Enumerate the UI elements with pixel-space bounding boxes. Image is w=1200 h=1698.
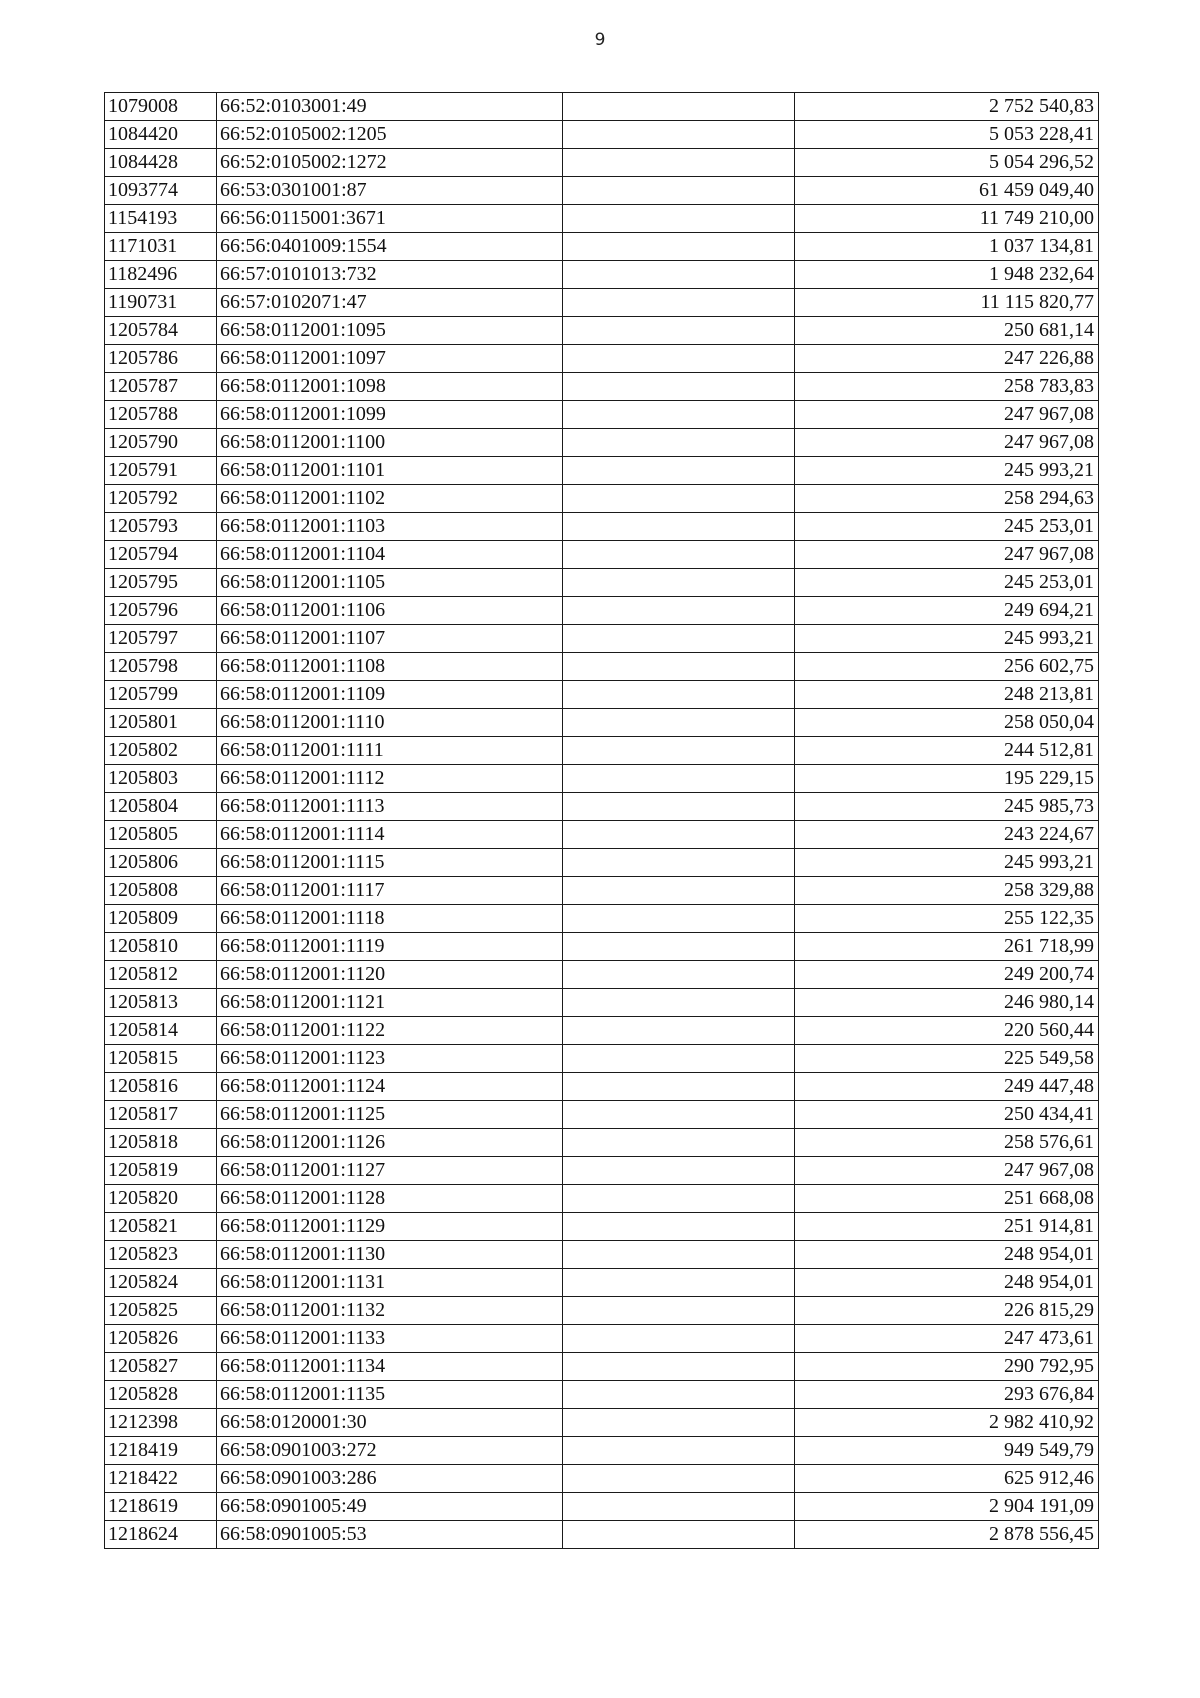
object-id-cell: 1205799 — [105, 681, 217, 709]
table-row — [105, 961, 1099, 989]
object-id-cell: 1205802 — [105, 737, 217, 765]
empty-cell — [563, 1157, 795, 1185]
table-row — [105, 877, 1099, 905]
table-row — [105, 1213, 1099, 1241]
cadastral-number-cell: 66:58:0112001:1113 — [217, 793, 563, 821]
empty-cell — [563, 317, 795, 345]
empty-cell — [563, 765, 795, 793]
cadastral-number-cell: 66:58:0112001:1109 — [217, 681, 563, 709]
cadastral-value-cell: 61 459 049,40 — [795, 177, 1099, 205]
cadastral-number-cell: 66:58:0112001:1129 — [217, 1213, 563, 1241]
empty-cell — [563, 1521, 795, 1549]
cadastral-value-cell: 11 115 820,77 — [795, 289, 1099, 317]
cadastral-number-cell: 66:58:0901003:272 — [217, 1437, 563, 1465]
object-id-cell: 1205813 — [105, 989, 217, 1017]
table-row — [105, 541, 1099, 569]
table-row — [105, 177, 1099, 205]
empty-cell — [563, 261, 795, 289]
table-row — [105, 261, 1099, 289]
object-id-cell: 1205794 — [105, 541, 217, 569]
cadastral-number-cell: 66:57:0102071:47 — [217, 289, 563, 317]
cadastral-value-cell: 246 980,14 — [795, 989, 1099, 1017]
cadastral-number-cell: 66:53:0301001:87 — [217, 177, 563, 205]
cadastral-value-cell: 2 878 556,45 — [795, 1521, 1099, 1549]
cadastral-value-cell: 625 912,46 — [795, 1465, 1099, 1493]
cadastral-number-cell: 66:58:0112001:1095 — [217, 317, 563, 345]
table-row — [105, 709, 1099, 737]
cadastral-value-cell: 247 967,08 — [795, 1157, 1099, 1185]
empty-cell — [563, 177, 795, 205]
empty-cell — [563, 1493, 795, 1521]
table-row — [105, 1129, 1099, 1157]
object-id-cell: 1190731 — [105, 289, 217, 317]
object-id-cell: 1205820 — [105, 1185, 217, 1213]
empty-cell — [563, 1409, 795, 1437]
cadastral-number-cell: 66:58:0901003:286 — [217, 1465, 563, 1493]
empty-cell — [563, 513, 795, 541]
object-id-cell: 1205786 — [105, 345, 217, 373]
empty-cell — [563, 149, 795, 177]
object-id-cell: 1205792 — [105, 485, 217, 513]
table-row — [105, 513, 1099, 541]
table-row — [105, 1017, 1099, 1045]
table-row — [105, 1381, 1099, 1409]
empty-cell — [563, 1437, 795, 1465]
object-id-cell: 1205824 — [105, 1269, 217, 1297]
object-id-cell: 1205793 — [105, 513, 217, 541]
object-id-cell: 1205825 — [105, 1297, 217, 1325]
empty-cell — [563, 93, 795, 121]
cadastral-number-cell: 66:58:0112001:1123 — [217, 1045, 563, 1073]
cadastral-value-cell: 258 050,04 — [795, 709, 1099, 737]
cadastral-number-cell: 66:58:0112001:1097 — [217, 345, 563, 373]
cadastral-value-cell: 290 792,95 — [795, 1353, 1099, 1381]
cadastral-number-cell: 66:58:0112001:1108 — [217, 653, 563, 681]
object-id-cell: 1205827 — [105, 1353, 217, 1381]
table-row — [105, 849, 1099, 877]
cadastral-number-cell: 66:58:0112001:1104 — [217, 541, 563, 569]
table-row — [105, 597, 1099, 625]
table-row — [105, 205, 1099, 233]
table-row — [105, 1297, 1099, 1325]
empty-cell — [563, 541, 795, 569]
cadastral-value-cell: 248 954,01 — [795, 1269, 1099, 1297]
cadastral-number-cell: 66:58:0112001:1132 — [217, 1297, 563, 1325]
cadastral-number-cell: 66:57:0101013:732 — [217, 261, 563, 289]
cadastral-value-cell: 245 253,01 — [795, 569, 1099, 597]
empty-cell — [563, 1073, 795, 1101]
cadastral-number-cell: 66:58:0112001:1131 — [217, 1269, 563, 1297]
cadastral-number-cell: 66:52:0105002:1272 — [217, 149, 563, 177]
empty-cell — [563, 1185, 795, 1213]
object-id-cell: 1205806 — [105, 849, 217, 877]
cadastral-number-cell: 66:58:0112001:1130 — [217, 1241, 563, 1269]
cadastral-value-cell: 255 122,35 — [795, 905, 1099, 933]
table-row — [105, 1353, 1099, 1381]
table-row — [105, 1493, 1099, 1521]
cadastral-number-cell: 66:58:0120001:30 — [217, 1409, 563, 1437]
cadastral-value-cell: 226 815,29 — [795, 1297, 1099, 1325]
cadastral-value-cell: 2 752 540,83 — [795, 93, 1099, 121]
empty-cell — [563, 1213, 795, 1241]
empty-cell — [563, 345, 795, 373]
object-id-cell: 1084420 — [105, 121, 217, 149]
empty-cell — [563, 849, 795, 877]
cadastral-number-cell: 66:58:0112001:1102 — [217, 485, 563, 513]
cadastral-number-cell: 66:58:0112001:1125 — [217, 1101, 563, 1129]
empty-cell — [563, 1353, 795, 1381]
empty-cell — [563, 569, 795, 597]
cadastral-value-cell: 249 200,74 — [795, 961, 1099, 989]
cadastral-number-cell: 66:58:0112001:1105 — [217, 569, 563, 597]
cadastral-number-cell: 66:58:0112001:1114 — [217, 821, 563, 849]
empty-cell — [563, 1269, 795, 1297]
table-row — [105, 569, 1099, 597]
cadastral-value-cell: 249 447,48 — [795, 1073, 1099, 1101]
empty-cell — [563, 793, 795, 821]
table-row — [105, 1185, 1099, 1213]
empty-cell — [563, 289, 795, 317]
empty-cell — [563, 485, 795, 513]
cadastral-value-cell: 11 749 210,00 — [795, 205, 1099, 233]
empty-cell — [563, 597, 795, 625]
cadastral-number-cell: 66:58:0112001:1100 — [217, 429, 563, 457]
cadastral-number-cell: 66:58:0112001:1111 — [217, 737, 563, 765]
table-body — [105, 93, 1099, 1549]
cadastral-value-cell: 247 967,08 — [795, 541, 1099, 569]
empty-cell — [563, 1101, 795, 1129]
cadastral-value-cell: 248 954,01 — [795, 1241, 1099, 1269]
cadastral-value-cell: 251 668,08 — [795, 1185, 1099, 1213]
table-row — [105, 1101, 1099, 1129]
object-id-cell: 1205823 — [105, 1241, 217, 1269]
empty-cell — [563, 1465, 795, 1493]
table-row — [105, 737, 1099, 765]
object-id-cell: 1205808 — [105, 877, 217, 905]
cadastral-value-cell: 247 226,88 — [795, 345, 1099, 373]
table-row — [105, 1437, 1099, 1465]
object-id-cell: 1218419 — [105, 1437, 217, 1465]
empty-cell — [563, 905, 795, 933]
object-id-cell: 1205828 — [105, 1381, 217, 1409]
cadastral-value-cell: 195 229,15 — [795, 765, 1099, 793]
table-row — [105, 1465, 1099, 1493]
cadastral-value-cell: 2 904 191,09 — [795, 1493, 1099, 1521]
table-row — [105, 1409, 1099, 1437]
cadastral-number-cell: 66:58:0112001:1135 — [217, 1381, 563, 1409]
cadastral-value-cell: 2 982 410,92 — [795, 1409, 1099, 1437]
cadastral-number-cell: 66:58:0112001:1118 — [217, 905, 563, 933]
table-row — [105, 233, 1099, 261]
empty-cell — [563, 877, 795, 905]
cadastral-number-cell: 66:58:0112001:1121 — [217, 989, 563, 1017]
cadastral-number-cell: 66:58:0112001:1110 — [217, 709, 563, 737]
cadastral-number-cell: 66:56:0115001:3671 — [217, 205, 563, 233]
object-id-cell: 1218619 — [105, 1493, 217, 1521]
object-id-cell: 1205790 — [105, 429, 217, 457]
cadastral-number-cell: 66:58:0112001:1122 — [217, 1017, 563, 1045]
object-id-cell: 1205819 — [105, 1157, 217, 1185]
object-id-cell: 1205803 — [105, 765, 217, 793]
cadastral-value-cell: 251 914,81 — [795, 1213, 1099, 1241]
empty-cell — [563, 401, 795, 429]
cadastral-value-table — [104, 92, 1099, 1549]
empty-cell — [563, 709, 795, 737]
object-id-cell: 1205818 — [105, 1129, 217, 1157]
cadastral-number-cell: 66:58:0112001:1106 — [217, 597, 563, 625]
cadastral-number-cell: 66:52:0103001:49 — [217, 93, 563, 121]
empty-cell — [563, 1241, 795, 1269]
object-id-cell: 1218422 — [105, 1465, 217, 1493]
cadastral-number-cell: 66:58:0112001:1133 — [217, 1325, 563, 1353]
cadastral-value-cell: 247 473,61 — [795, 1325, 1099, 1353]
object-id-cell: 1205788 — [105, 401, 217, 429]
cadastral-number-cell: 66:58:0112001:1107 — [217, 625, 563, 653]
empty-cell — [563, 625, 795, 653]
cadastral-number-cell: 66:58:0112001:1115 — [217, 849, 563, 877]
cadastral-number-cell: 66:58:0901005:53 — [217, 1521, 563, 1549]
table-row — [105, 625, 1099, 653]
cadastral-number-cell: 66:58:0112001:1126 — [217, 1129, 563, 1157]
cadastral-table-container — [104, 92, 1099, 1549]
cadastral-value-cell: 258 329,88 — [795, 877, 1099, 905]
object-id-cell: 1205796 — [105, 597, 217, 625]
object-id-cell: 1205791 — [105, 457, 217, 485]
object-id-cell: 1205804 — [105, 793, 217, 821]
cadastral-number-cell: 66:58:0112001:1134 — [217, 1353, 563, 1381]
object-id-cell: 1212398 — [105, 1409, 217, 1437]
cadastral-value-cell: 247 967,08 — [795, 429, 1099, 457]
cadastral-value-cell: 258 294,63 — [795, 485, 1099, 513]
page-number: 9 — [594, 30, 606, 50]
table-row — [105, 121, 1099, 149]
table-row — [105, 905, 1099, 933]
object-id-cell: 1205795 — [105, 569, 217, 597]
cadastral-number-cell: 66:58:0112001:1103 — [217, 513, 563, 541]
empty-cell — [563, 457, 795, 485]
cadastral-number-cell: 66:58:0112001:1117 — [217, 877, 563, 905]
cadastral-number-cell: 66:58:0112001:1128 — [217, 1185, 563, 1213]
object-id-cell: 1205801 — [105, 709, 217, 737]
cadastral-value-cell: 245 985,73 — [795, 793, 1099, 821]
cadastral-value-cell: 244 512,81 — [795, 737, 1099, 765]
table-row — [105, 457, 1099, 485]
cadastral-number-cell: 66:58:0112001:1099 — [217, 401, 563, 429]
table-row — [105, 1325, 1099, 1353]
table-row — [105, 1241, 1099, 1269]
empty-cell — [563, 737, 795, 765]
object-id-cell: 1205816 — [105, 1073, 217, 1101]
cadastral-value-cell: 245 253,01 — [795, 513, 1099, 541]
table-row — [105, 653, 1099, 681]
cadastral-value-cell: 245 993,21 — [795, 625, 1099, 653]
cadastral-number-cell: 66:58:0901005:49 — [217, 1493, 563, 1521]
empty-cell — [563, 205, 795, 233]
object-id-cell: 1218624 — [105, 1521, 217, 1549]
table-row — [105, 1269, 1099, 1297]
cadastral-value-cell: 293 676,84 — [795, 1381, 1099, 1409]
table-row — [105, 149, 1099, 177]
empty-cell — [563, 961, 795, 989]
cadastral-value-cell: 1 948 232,64 — [795, 261, 1099, 289]
cadastral-value-cell: 949 549,79 — [795, 1437, 1099, 1465]
object-id-cell: 1205812 — [105, 961, 217, 989]
object-id-cell: 1084428 — [105, 149, 217, 177]
object-id-cell: 1205826 — [105, 1325, 217, 1353]
table-row — [105, 429, 1099, 457]
cadastral-number-cell: 66:58:0112001:1112 — [217, 765, 563, 793]
cadastral-number-cell: 66:58:0112001:1119 — [217, 933, 563, 961]
empty-cell — [563, 821, 795, 849]
object-id-cell: 1171031 — [105, 233, 217, 261]
empty-cell — [563, 121, 795, 149]
cadastral-number-cell: 66:58:0112001:1120 — [217, 961, 563, 989]
table-row — [105, 989, 1099, 1017]
table-row — [105, 1157, 1099, 1185]
cadastral-value-cell: 256 602,75 — [795, 653, 1099, 681]
object-id-cell: 1205787 — [105, 373, 217, 401]
object-id-cell: 1182496 — [105, 261, 217, 289]
cadastral-value-cell: 248 213,81 — [795, 681, 1099, 709]
empty-cell — [563, 1297, 795, 1325]
table-row — [105, 821, 1099, 849]
cadastral-value-cell: 258 576,61 — [795, 1129, 1099, 1157]
table-row — [105, 933, 1099, 961]
table-row — [105, 93, 1099, 121]
object-id-cell: 1093774 — [105, 177, 217, 205]
cadastral-value-cell: 258 783,83 — [795, 373, 1099, 401]
object-id-cell: 1154193 — [105, 205, 217, 233]
object-id-cell: 1205810 — [105, 933, 217, 961]
empty-cell — [563, 1017, 795, 1045]
table-row — [105, 345, 1099, 373]
cadastral-value-cell: 249 694,21 — [795, 597, 1099, 625]
cadastral-value-cell: 247 967,08 — [795, 401, 1099, 429]
cadastral-value-cell: 245 993,21 — [795, 849, 1099, 877]
empty-cell — [563, 373, 795, 401]
cadastral-value-cell: 225 549,58 — [795, 1045, 1099, 1073]
table-row — [105, 1073, 1099, 1101]
cadastral-value-cell: 245 993,21 — [795, 457, 1099, 485]
empty-cell — [563, 653, 795, 681]
empty-cell — [563, 429, 795, 457]
empty-cell — [563, 233, 795, 261]
object-id-cell: 1205821 — [105, 1213, 217, 1241]
object-id-cell: 1205784 — [105, 317, 217, 345]
cadastral-number-cell: 66:58:0112001:1127 — [217, 1157, 563, 1185]
cadastral-value-cell: 261 718,99 — [795, 933, 1099, 961]
object-id-cell: 1205805 — [105, 821, 217, 849]
table-row — [105, 1521, 1099, 1549]
empty-cell — [563, 933, 795, 961]
empty-cell — [563, 1381, 795, 1409]
empty-cell — [563, 989, 795, 1017]
cadastral-number-cell: 66:56:0401009:1554 — [217, 233, 563, 261]
cadastral-number-cell: 66:52:0105002:1205 — [217, 121, 563, 149]
table-row — [105, 317, 1099, 345]
empty-cell — [563, 1129, 795, 1157]
cadastral-value-cell: 5 053 228,41 — [795, 121, 1099, 149]
cadastral-number-cell: 66:58:0112001:1098 — [217, 373, 563, 401]
object-id-cell: 1079008 — [105, 93, 217, 121]
table-row — [105, 793, 1099, 821]
cadastral-number-cell: 66:58:0112001:1124 — [217, 1073, 563, 1101]
table-row — [105, 681, 1099, 709]
object-id-cell: 1205815 — [105, 1045, 217, 1073]
object-id-cell: 1205814 — [105, 1017, 217, 1045]
object-id-cell: 1205809 — [105, 905, 217, 933]
cadastral-value-cell: 220 560,44 — [795, 1017, 1099, 1045]
table-row — [105, 485, 1099, 513]
table-row — [105, 373, 1099, 401]
object-id-cell: 1205798 — [105, 653, 217, 681]
cadastral-value-cell: 5 054 296,52 — [795, 149, 1099, 177]
cadastral-value-cell: 243 224,67 — [795, 821, 1099, 849]
object-id-cell: 1205797 — [105, 625, 217, 653]
empty-cell — [563, 1325, 795, 1353]
cadastral-value-cell: 250 434,41 — [795, 1101, 1099, 1129]
table-row — [105, 1045, 1099, 1073]
empty-cell — [563, 1045, 795, 1073]
cadastral-number-cell: 66:58:0112001:1101 — [217, 457, 563, 485]
cadastral-value-cell: 1 037 134,81 — [795, 233, 1099, 261]
table-row — [105, 765, 1099, 793]
object-id-cell: 1205817 — [105, 1101, 217, 1129]
empty-cell — [563, 681, 795, 709]
table-row — [105, 289, 1099, 317]
cadastral-value-cell: 250 681,14 — [795, 317, 1099, 345]
table-row — [105, 401, 1099, 429]
